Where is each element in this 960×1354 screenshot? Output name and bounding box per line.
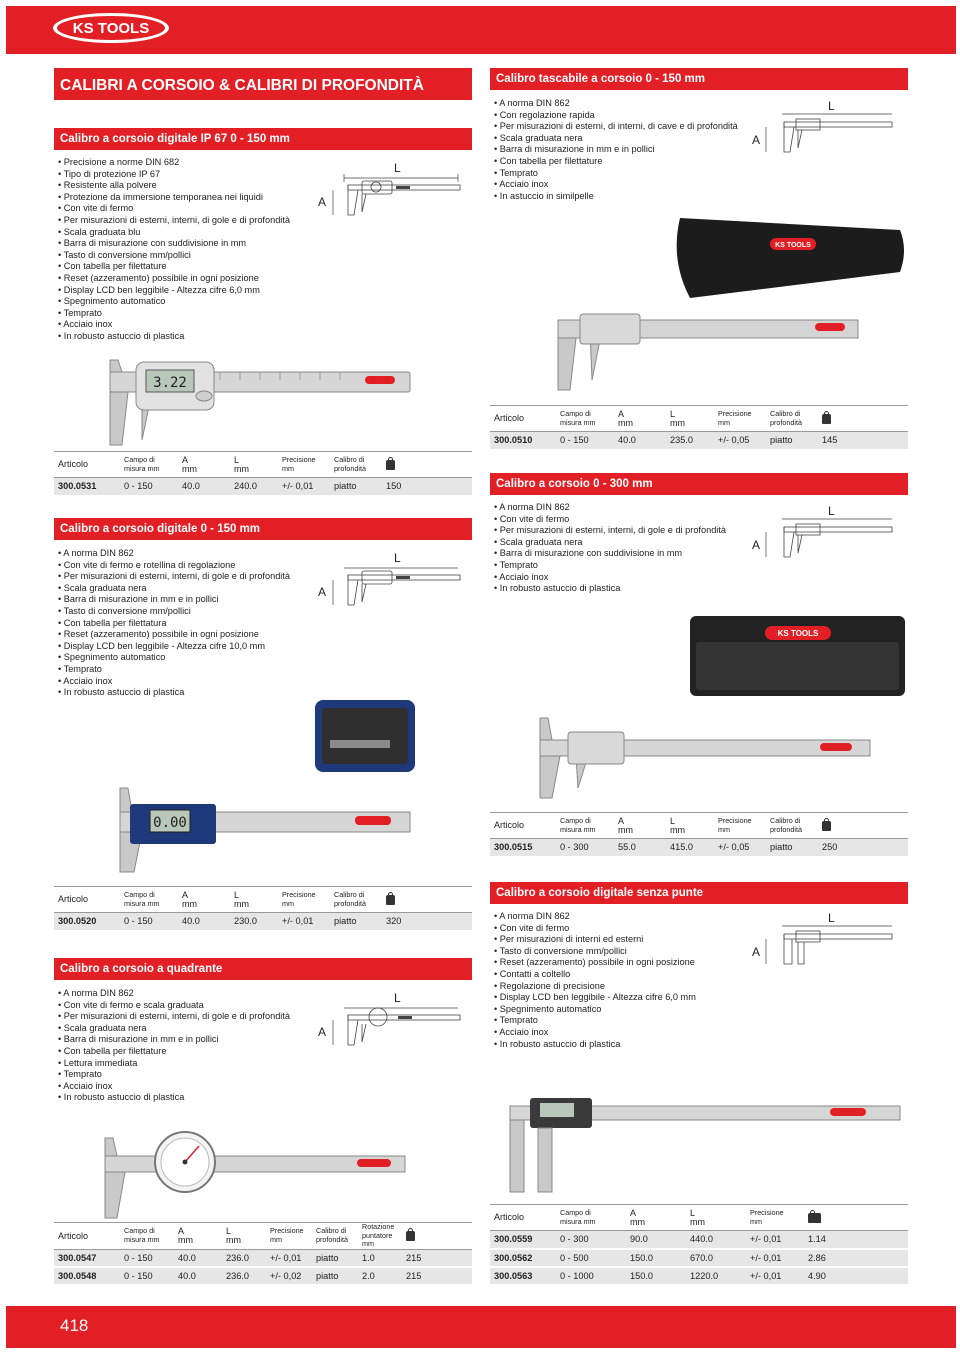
feature-item: • Per misurazioni di esterni, interni, di gole e di profondità bbox=[58, 215, 318, 227]
feature-item: • Per misurazioni di esterni, interni, di gole e di profondità bbox=[494, 525, 764, 537]
table-row bbox=[490, 1267, 908, 1285]
feature-list bbox=[58, 157, 318, 343]
table-cell: +/- 0,02 bbox=[266, 1267, 312, 1285]
table-cell: piatto bbox=[766, 432, 818, 450]
table-cell: piatto bbox=[766, 839, 818, 857]
feature-item: • Display LCD ben leggibile - Altezza cifre 10,0 mm bbox=[58, 641, 318, 653]
caliper-300mm-with-case-photo bbox=[530, 612, 910, 802]
table-cell: 40.0 bbox=[178, 913, 230, 931]
feature-item: • Temprato bbox=[58, 1069, 318, 1081]
feature-item: • In robusto astuccio di plastica bbox=[58, 687, 318, 699]
feature-item: • A norma DIN 862 bbox=[494, 98, 764, 110]
table-cell: 1.14 bbox=[804, 1231, 908, 1249]
svg-text:KS TOOLS: KS TOOLS bbox=[775, 242, 811, 249]
svg-text:A: A bbox=[318, 1025, 327, 1039]
feature-item: • Per misurazioni di esterni, interni, di gole e di profondità bbox=[58, 571, 318, 583]
feature-item: • Barra di misurazione con suddivisione in mm bbox=[58, 238, 318, 250]
product-title: Calibro a corsoio digitale 0 - 150 mm bbox=[54, 518, 472, 540]
weight-icon bbox=[386, 460, 395, 470]
feature-item: • Con vite di fermo bbox=[58, 203, 318, 215]
table-cell: 415.0 bbox=[666, 839, 714, 857]
table-cell: +/- 0,01 bbox=[278, 478, 330, 496]
feature-item: • Acciaio inox bbox=[58, 676, 318, 688]
digital-caliper-ip67-photo bbox=[100, 360, 420, 455]
feature-item: • In robusto astuccio di plastica bbox=[58, 1092, 318, 1104]
feature-item: • Spegnimento automatico bbox=[494, 1004, 764, 1016]
feature-item: • Display LCD ben leggibile - Altezza cifre 6,0 mm bbox=[58, 285, 318, 297]
svg-text:L: L bbox=[828, 911, 835, 925]
weight-kg-icon bbox=[808, 1213, 821, 1223]
table-cell: 0 - 150 bbox=[120, 1267, 174, 1285]
feature-item: • Barra di misurazione in mm e in pollici bbox=[494, 144, 764, 156]
digital-caliper-photo bbox=[110, 700, 420, 880]
page-number: 418 bbox=[60, 1316, 89, 1335]
article-code: 300.0559 bbox=[490, 1231, 556, 1249]
table-cell: 320 bbox=[382, 913, 472, 931]
table-row bbox=[54, 478, 472, 496]
svg-text:3.22: 3.22 bbox=[153, 375, 187, 391]
table-row bbox=[54, 1267, 472, 1285]
feature-item: • Tasto di conversione mm/pollici bbox=[58, 606, 318, 618]
table-row bbox=[54, 913, 472, 931]
feature-item: • In astuccio in similpelle bbox=[494, 191, 764, 203]
feature-item: • Acciaio inox bbox=[58, 319, 318, 331]
svg-text:L: L bbox=[394, 551, 401, 565]
table-cell: +/- 0,05 bbox=[714, 839, 766, 857]
table-cell: 236.0 bbox=[222, 1267, 266, 1285]
bottom-banner bbox=[6, 1306, 956, 1348]
spec-table: Articolo Campo di misura mm A mm L mm Precisione mm Calibro di profondità 300.0531 0 - 150 40.0 240.0 +/- 0,01 piatto 150 bbox=[54, 451, 472, 497]
pocket-caliper-with-case-photo bbox=[540, 210, 910, 400]
table-cell: 215 bbox=[402, 1267, 472, 1285]
feature-item: • Tasto di conversione mm/pollici bbox=[58, 250, 318, 262]
feature-list bbox=[58, 548, 318, 699]
feature-list bbox=[494, 502, 764, 595]
feature-item: • A norma DIN 862 bbox=[494, 502, 764, 514]
svg-text:L: L bbox=[394, 161, 401, 175]
feature-list bbox=[494, 98, 764, 202]
table-cell: 2.0 bbox=[358, 1267, 402, 1285]
feature-item: • Contatti a coltello bbox=[494, 969, 764, 981]
feature-item: • Reset (azzeramento) possibile in ogni posizione bbox=[58, 273, 318, 285]
table-cell: 240.0 bbox=[230, 478, 278, 496]
table-cell: +/- 0,01 bbox=[278, 913, 330, 931]
table-cell: 0 - 150 bbox=[556, 432, 614, 450]
feature-item: • Con tabella per filettatura bbox=[58, 618, 318, 630]
table-cell: 1.0 bbox=[358, 1249, 402, 1267]
table-cell: 1220.0 bbox=[686, 1267, 746, 1285]
product-title: Calibro a corsoio digitale senza punte bbox=[490, 882, 908, 904]
feature-item: • Barra di misurazione in mm e in pollici bbox=[58, 1034, 318, 1046]
article-code: 300.0547 bbox=[54, 1249, 120, 1267]
spec-table: Articolo Campo di misura mm A mm L mm Precisione mm Calibro di profondità Rotazione puntatore mm 300.0547 0 - 150 40.0 236.0 +/- 0,01 piatto 1.0 215 300.0548 0 - 150 40.0 236.0 +/- 0,02 piatto 2.0 215 bbox=[54, 1222, 472, 1286]
svg-text:A: A bbox=[318, 195, 327, 209]
feature-item: • Acciaio inox bbox=[58, 1081, 318, 1093]
svg-text:A: A bbox=[752, 945, 761, 959]
caliper-dimension-diagram bbox=[318, 990, 470, 1054]
table-cell: 40.0 bbox=[614, 432, 666, 450]
table-cell: 90.0 bbox=[626, 1231, 686, 1249]
table-row bbox=[54, 1249, 472, 1267]
table-cell: 0 - 150 bbox=[120, 913, 178, 931]
feature-item: • Con tabella per filettature bbox=[58, 261, 318, 273]
article-code: 300.0520 bbox=[54, 913, 120, 931]
spec-table: Articolo Campo di misura mm A mm L mm Precisione mm Calibro di profondità 300.0515 0 - 300 55.0 415.0 +/- 0,05 piatto 250 bbox=[490, 812, 908, 858]
table-cell: +/- 0,01 bbox=[746, 1249, 804, 1267]
svg-text:A: A bbox=[318, 585, 327, 599]
table-cell: 440.0 bbox=[686, 1231, 746, 1249]
feature-item: • Barra di misurazione con suddivisione in mm bbox=[494, 548, 764, 560]
weight-icon bbox=[386, 895, 395, 905]
feature-list bbox=[58, 988, 318, 1104]
table-row bbox=[490, 839, 908, 857]
feature-item: • Display LCD ben leggibile - Altezza cifre 6,0 mm bbox=[494, 992, 764, 1004]
feature-item: • Tipo di protezione IP 67 bbox=[58, 169, 318, 181]
feature-item: • Tasto di conversione mm/pollici bbox=[494, 946, 764, 958]
feature-list bbox=[494, 911, 764, 1050]
feature-item: • Temprato bbox=[58, 308, 318, 320]
table-cell: 40.0 bbox=[174, 1267, 222, 1285]
table-cell: piatto bbox=[312, 1249, 358, 1267]
article-code: 300.0515 bbox=[490, 839, 556, 857]
feature-item: • Scala graduata nera bbox=[58, 583, 318, 595]
table-cell: 150 bbox=[382, 478, 472, 496]
feature-item: • Scala graduata nera bbox=[58, 1023, 318, 1035]
feature-item: • Precisione a norme DIN 682 bbox=[58, 157, 318, 169]
feature-item: • Reset (azzeramento) possibile in ogni posizione bbox=[58, 629, 318, 641]
table-cell: piatto bbox=[330, 478, 382, 496]
feature-item: • Protezione da immersione temporanea nei liquidi bbox=[58, 192, 318, 204]
feature-item: • Acciaio inox bbox=[494, 572, 764, 584]
article-code: 300.0510 bbox=[490, 432, 556, 450]
weight-icon bbox=[406, 1231, 415, 1241]
table-cell: piatto bbox=[330, 913, 382, 931]
feature-item: • Per misurazioni di interni ed esterni bbox=[494, 934, 764, 946]
article-code: 300.0562 bbox=[490, 1249, 556, 1267]
feature-item: • Acciaio inox bbox=[494, 179, 764, 191]
feature-item: • Temprato bbox=[494, 560, 764, 572]
feature-item: • Temprato bbox=[58, 664, 318, 676]
table-cell: 2.86 bbox=[804, 1249, 908, 1267]
feature-item: • A norma DIN 862 bbox=[58, 548, 318, 560]
article-code: 300.0563 bbox=[490, 1267, 556, 1285]
article-code: 300.0531 bbox=[54, 478, 120, 496]
svg-text:L: L bbox=[828, 504, 835, 518]
table-cell: 55.0 bbox=[614, 839, 666, 857]
feature-item: • In robusto astuccio di plastica bbox=[494, 583, 764, 595]
caliper-dimension-diagram bbox=[752, 505, 904, 565]
table-cell: piatto bbox=[312, 1267, 358, 1285]
product-title: Calibro a corsoio a quadrante bbox=[54, 958, 472, 980]
table-cell: 670.0 bbox=[686, 1249, 746, 1267]
table-cell: +/- 0,01 bbox=[746, 1267, 804, 1285]
feature-item: • Regolazione di precisione bbox=[494, 981, 764, 993]
svg-text:KS TOOLS: KS TOOLS bbox=[777, 629, 819, 638]
feature-item: • Per misurazioni di esterni, di interni, di cave e di profondità bbox=[494, 121, 764, 133]
table-cell: +/- 0,01 bbox=[746, 1231, 804, 1249]
spec-table: Articolo Campo di misura mm A mm L mm Precisione mm 300.0559 0 - 300 90.0 440.0 +/- 0,01 1.14 300.0562 0 - 500 150.0 670.0 +/- 0,01 2.86 300.0563 0 - 1000 150.0 1220.0 +/- 0,01 4.90 bbox=[490, 1204, 908, 1286]
feature-item: • Acciaio inox bbox=[494, 1027, 764, 1039]
table-row bbox=[490, 432, 908, 450]
feature-item: • Con regolazione rapida bbox=[494, 110, 764, 122]
ks-tools-logo bbox=[52, 12, 170, 44]
feature-item: • Temprato bbox=[494, 168, 764, 180]
feature-item: • Con vite di fermo e rotellina di regolazione bbox=[58, 560, 318, 572]
feature-item: • Lettura immediata bbox=[58, 1058, 318, 1070]
table-cell: 40.0 bbox=[174, 1249, 222, 1267]
table-cell: 145 bbox=[818, 432, 908, 450]
svg-text:L: L bbox=[828, 99, 835, 113]
table-cell: 0 - 1000 bbox=[556, 1267, 626, 1285]
table-cell: 0 - 150 bbox=[120, 478, 178, 496]
table-cell: 0 - 300 bbox=[556, 1231, 626, 1249]
weight-icon bbox=[822, 821, 831, 831]
caliper-dimension-diagram bbox=[752, 100, 904, 160]
table-cell: 0 - 300 bbox=[556, 839, 614, 857]
table-cell: 0 - 150 bbox=[120, 1249, 174, 1267]
svg-text:A: A bbox=[752, 538, 761, 552]
feature-item: • Spegnimento automatico bbox=[58, 296, 318, 308]
svg-text:KS TOOLS: KS TOOLS bbox=[72, 20, 150, 37]
feature-item: • Con vite di fermo bbox=[494, 514, 764, 526]
feature-item: • Scala graduata nera bbox=[494, 537, 764, 549]
weight-icon bbox=[822, 414, 831, 424]
caliper-dimension-diagram bbox=[752, 912, 904, 972]
spec-table: Articolo Campo di misura mm A mm L mm Precisione mm Calibro di profondità 300.0520 0 - 150 40.0 230.0 +/- 0,01 piatto 320 bbox=[54, 886, 472, 932]
feature-item: • Scala graduata blu bbox=[58, 227, 318, 239]
feature-item: • Con vite di fermo bbox=[494, 923, 764, 935]
article-code: 300.0548 bbox=[54, 1267, 120, 1285]
feature-item: • In robusto astuccio di plastica bbox=[58, 331, 318, 343]
product-title: Calibro tascabile a corsoio 0 - 150 mm bbox=[490, 68, 908, 90]
caliper-dimension-diagram bbox=[318, 550, 470, 614]
spec-table: Articolo Campo di misura mm A mm L mm Precisione mm Calibro di profondità 300.0510 0 - 150 40.0 235.0 +/- 0,05 piatto 145 bbox=[490, 405, 908, 451]
feature-item: • Spegnimento automatico bbox=[58, 652, 318, 664]
table-cell: 215 bbox=[402, 1249, 472, 1267]
feature-item: • Con tabella per filettature bbox=[494, 156, 764, 168]
table-cell: +/- 0,05 bbox=[714, 432, 766, 450]
feature-item: • In robusto astuccio di plastica bbox=[494, 1039, 764, 1051]
table-cell: 0 - 500 bbox=[556, 1249, 626, 1267]
feature-item: • A norma DIN 862 bbox=[58, 988, 318, 1000]
feature-item: • A norma DIN 862 bbox=[494, 911, 764, 923]
digital-caliper-no-points-photo bbox=[490, 1080, 910, 1195]
table-cell: 230.0 bbox=[230, 913, 278, 931]
table-cell: 250 bbox=[818, 839, 908, 857]
product-title: Calibro a corsoio digitale IP 67 0 - 150 mm bbox=[54, 128, 472, 150]
table-cell: 236.0 bbox=[222, 1249, 266, 1267]
table-cell: 40.0 bbox=[178, 478, 230, 496]
feature-item: • Con vite di fermo e scala graduata bbox=[58, 1000, 318, 1012]
svg-text:0.00: 0.00 bbox=[153, 815, 187, 831]
feature-item: • Reset (azzeramento) possibile in ogni posizione bbox=[494, 957, 764, 969]
feature-item: • Scala graduata nera bbox=[494, 133, 764, 145]
table-row bbox=[490, 1249, 908, 1267]
feature-item: • Per misurazioni di esterni, interni, di gole e di profondità bbox=[58, 1011, 318, 1023]
table-cell: +/- 0,01 bbox=[266, 1249, 312, 1267]
table-cell: 150.0 bbox=[626, 1249, 686, 1267]
table-cell: 150.0 bbox=[626, 1267, 686, 1285]
table-cell: 235.0 bbox=[666, 432, 714, 450]
feature-item: • Barra di misurazione in mm e in pollici bbox=[58, 594, 318, 606]
svg-text:L: L bbox=[394, 991, 401, 1005]
product-title: Calibro a corsoio 0 - 300 mm bbox=[490, 473, 908, 495]
page-title: CALIBRI A CORSOIO & CALIBRI DI PROFONDITÀ bbox=[54, 68, 472, 100]
dial-caliper-photo bbox=[95, 1122, 420, 1222]
caliper-dimension-diagram bbox=[318, 160, 470, 224]
feature-item: • Resistente alla polvere bbox=[58, 180, 318, 192]
table-cell: 4.90 bbox=[804, 1267, 908, 1285]
svg-text:A: A bbox=[752, 133, 761, 147]
table-row bbox=[490, 1231, 908, 1249]
feature-item: • Temprato bbox=[494, 1015, 764, 1027]
feature-item: • Con tabella per filettature bbox=[58, 1046, 318, 1058]
